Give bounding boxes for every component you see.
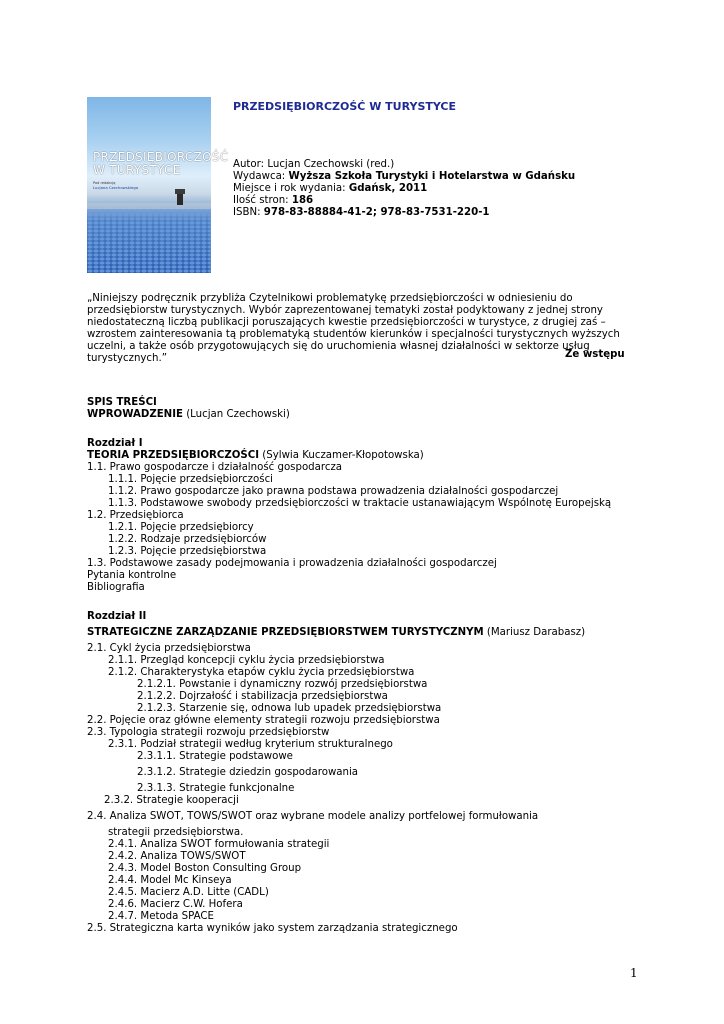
toc-item: 1.2.2. Rodzaje przedsiębiorców — [108, 534, 267, 545]
toc-item: 2.5. Strategiczna karta wyników jako system zarządzania strategicznego — [87, 923, 458, 934]
author-label: Autor: — [233, 159, 265, 170]
publisher-label: Wydawca: — [233, 171, 286, 182]
quote-source: Ze wstępu — [565, 349, 625, 360]
cover-title-line1: PRZEDSIĘBIORCZOŚĆ — [93, 150, 229, 164]
toc-item: 2.2. Pojęcie oraz główne elementy strategii rozwoju przedsiębiorstwa — [87, 715, 440, 726]
place-label: Miejsce i rok wydania: — [233, 183, 346, 194]
intro-author: (Lucjan Czechowski) — [186, 409, 290, 420]
toc-item: 1.2.1. Pojęcie przedsiębiorcy — [108, 522, 254, 533]
publisher-value: Wyższa Szkoła Turystyki i Hotelarstwa w Gdańsku — [288, 171, 576, 182]
book-metadata — [233, 159, 575, 219]
toc-item: Pytania kontrolne — [87, 570, 177, 581]
toc-item: 2.4. Analiza SWOT, TOWS/SWOT oraz wybrane modele analizy portfelowej formułowania — [87, 811, 539, 822]
preface-quote: „Niniejszy podręcznik przybliża Czytelnikowi problematykę przedsiębiorczości w odniesieniu do przedsiębiorstw turystycznych. Wybór zaprezentowanej tematyki został podyktowany z jednej strony niedostateczną liczbą publikacji poruszających kwestie przedsiębiorczości w turystyce, z drugiej zaś – wzrostem zainteresowania tą problematyką studentów kierunków i specjalności turystycznych wyższych uczelni, a także osób przygotowujących się do uruchomienia własnej działalności w sektorze usług turystycznych.” — [87, 293, 620, 364]
isbn-label: ISBN: — [233, 207, 261, 218]
toc-item: 1.3. Podstawowe zasady podejmowania i prowadzenia działalności gospodarczej — [87, 558, 497, 569]
toc-item: 2.1.2.3. Starzenie się, odnowa lub upadek przedsiębiorstwa — [137, 703, 442, 714]
book-cover-image — [87, 97, 229, 273]
toc-item: 2.1.2.2. Dojrzałość i stabilizacja przedsiębiorstwa — [137, 691, 388, 702]
toc-item: 2.4.3. Model Boston Consulting Group — [108, 863, 302, 874]
toc-item: 2.4.6. Macierz C.W. Hofera — [108, 899, 243, 910]
toc-item: 1.1.1. Pojęcie przedsiębiorczości — [108, 474, 274, 485]
table-of-contents — [87, 397, 647, 935]
chapter1-title: TEORIA PRZEDSIĘBIORCZOŚCI — [87, 450, 260, 461]
chapter1-label: Rozdział I — [87, 438, 143, 449]
toc-item: 2.4.4. Model Mc Kinseya — [108, 875, 232, 886]
toc-item: 2.3.1.2. Strategie dziedzin gospodarowania — [137, 767, 359, 778]
toc-heading: SPIS TREŚCI — [87, 397, 157, 408]
toc-item: 2.3.2. Strategie kooperacji — [104, 795, 239, 806]
author-value: Lucjan Czechowski (red.) — [267, 159, 395, 170]
toc-item: 2.4.5. Macierz A.D. Litte (CADL) — [108, 887, 269, 898]
toc-item: 2.3.1.1. Strategie podstawowe — [137, 751, 293, 762]
toc-item: 2.1. Cykl życia przedsiębiorstwa — [87, 643, 251, 654]
chapter2-label: Rozdział II — [87, 611, 147, 622]
toc-item: 2.1.2.1. Powstanie i dynamiczny rozwój przedsiębiorstwa — [137, 679, 428, 690]
author-line — [233, 159, 575, 171]
toc-item: 2.4.7. Metoda SPACE — [108, 911, 214, 922]
page-number: 1 — [630, 966, 638, 980]
chapter1-heading — [87, 450, 647, 462]
isbn-line — [233, 207, 575, 219]
place-line — [233, 183, 575, 195]
toc-item: 2.4.2. Analiza TOWS/SWOT — [108, 851, 246, 862]
toc-item: 2.1.2. Charakterystyka etapów cyklu życia przedsiębiorstwa — [108, 667, 415, 678]
chapter2-title: STRATEGICZNE ZARZĄDZANIE PRZEDSIĘBIORSTWEM TURYSTYCZNYM — [87, 627, 484, 638]
toc-item: 2.3.1. Podział strategii według kryterium strukturalnego — [108, 739, 393, 750]
pages-label: Ilość stron: — [233, 195, 289, 206]
chapter2-author: (Mariusz Darabasz) — [486, 627, 586, 638]
toc-item: 1.2.3. Pojęcie przedsiębiorstwa — [108, 546, 267, 557]
toc-item: 1.2. Przedsiębiorca — [87, 510, 184, 521]
book-title: PRZEDSIĘBIORCZOŚĆ W TURYSTYCE — [233, 100, 457, 113]
toc-intro — [87, 409, 647, 421]
pages-value: 186 — [291, 195, 314, 206]
toc-item: 1.1.2. Prawo gospodarcze jako prawna podstawa prowadzenia działalności gospodarczej — [108, 486, 559, 497]
toc-item: 2.3. Typologia strategii rozwoju przedsiębiorstw — [87, 727, 330, 738]
pages-line — [233, 195, 575, 207]
toc-item: 1.1.3. Podstawowe swobody przedsiębiorczości w traktacie ustanawiającym Wspólnotę Europejską — [108, 498, 612, 509]
toc-item: Bibliografia — [87, 582, 145, 593]
chapter1-author: (Sylwia Kuczamer-Kłopotowska) — [262, 450, 424, 461]
cover-subtitle: Pod redakcją — [93, 181, 116, 185]
isbn-value: 978-83-88884-41-2; 978-83-7531-220-1 — [263, 207, 490, 218]
intro-title: WPROWADZENIE — [87, 409, 183, 420]
cover-title-line2: W TURYSTYCE — [93, 163, 181, 177]
toc-item: 2.4.1. Analiza SWOT formułowania strategii — [108, 839, 330, 850]
toc-item: strategii przedsiębiorstwa. — [108, 827, 244, 838]
place-value: Gdańsk, 2011 — [348, 183, 428, 194]
toc-item: 1.1. Prawo gospodarcze i działalność gospodarcza — [87, 462, 343, 473]
cover-editor: Lucjana Czechowskiego — [93, 185, 139, 190]
toc-item: 2.1.1. Przegląd koncepcji cyklu życia przedsiębiorstwa — [108, 655, 385, 666]
publisher-line — [233, 171, 575, 183]
toc-item: 2.3.1.3. Strategie funkcjonalne — [137, 783, 295, 794]
chapter2-heading — [87, 627, 647, 639]
